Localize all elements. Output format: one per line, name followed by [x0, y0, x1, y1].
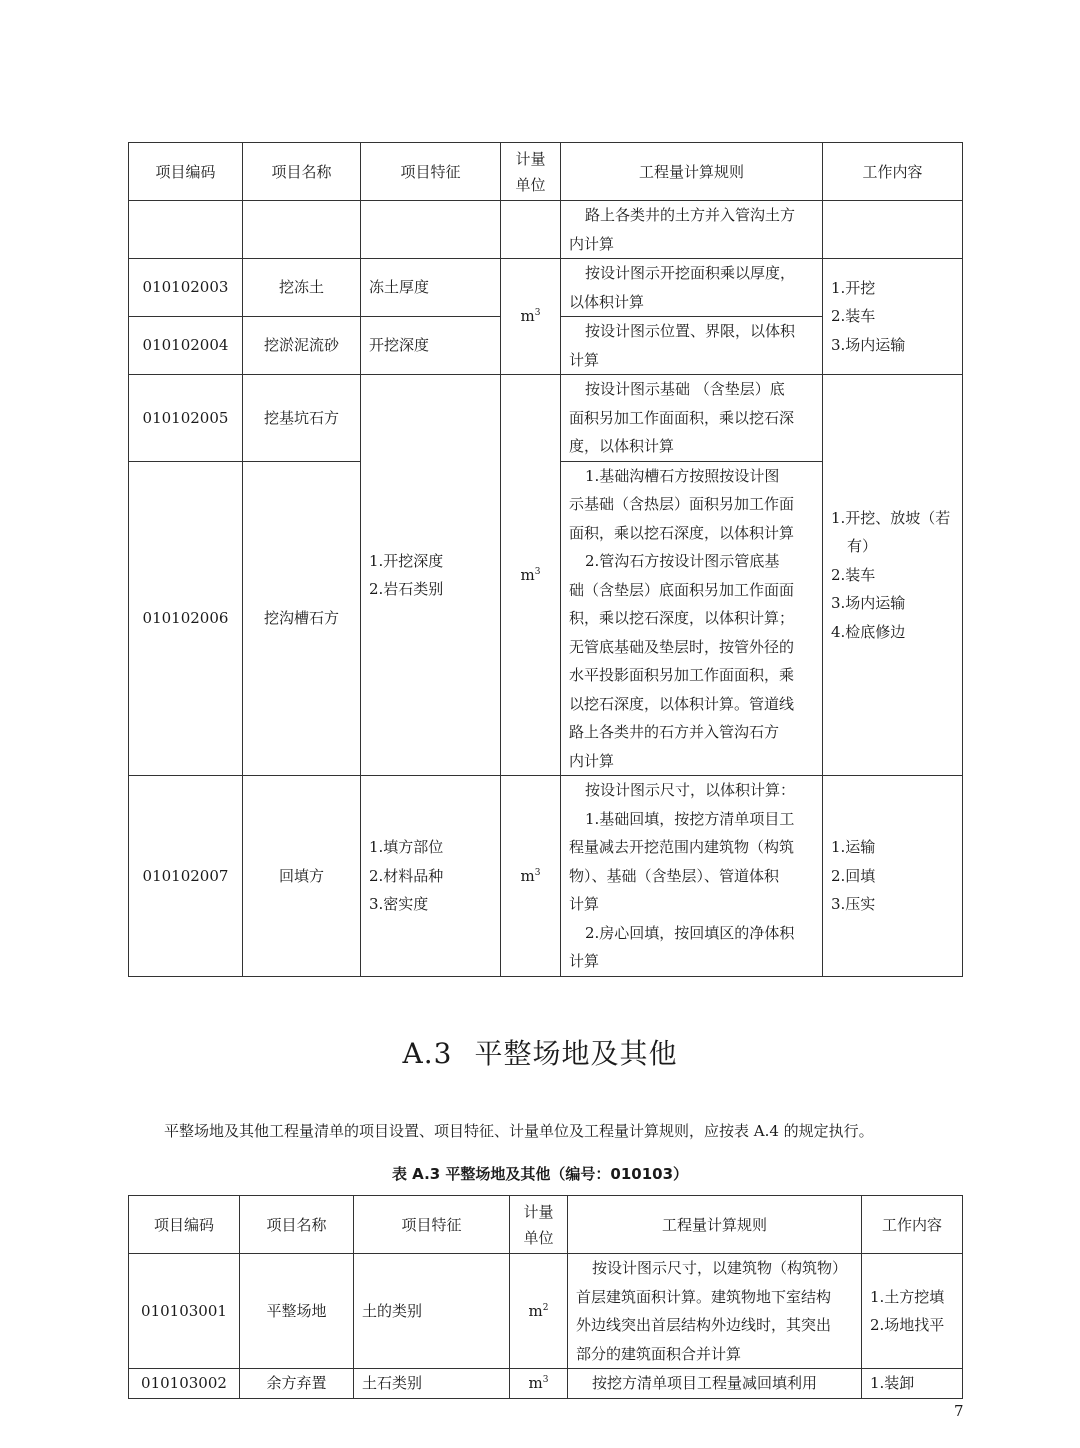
- header-name: 项目名称: [243, 143, 361, 201]
- rule-cell: 按设计图示位置、界限，以体积 计算: [561, 317, 823, 375]
- code-cell: 010103002: [129, 1369, 240, 1399]
- name-cell: 平整场地: [240, 1254, 354, 1369]
- unit-cell: $m^3$: [501, 776, 561, 977]
- table-row: [129, 1369, 963, 1399]
- work-cell: 1.运输 2.回填 3.压实: [823, 776, 963, 977]
- earthwork-table: [128, 142, 963, 977]
- table-header-row: [129, 1196, 963, 1254]
- table-row: [129, 201, 963, 259]
- section-title-text: 平整场地及其他: [474, 1037, 678, 1070]
- work-cell: 1.开挖、放坡（若 有） 2.装车 3.场内运输 4.检底修边: [823, 375, 963, 776]
- intro-paragraph: 平整场地及其他工程量清单的项目设置、项目特征、计量单位及工程量计算规则，应按表 A.4 的规定执行。: [164, 1122, 874, 1140]
- feature-cell: 1.开挖深度 2.岩石类别: [361, 375, 501, 776]
- code-cell: 010102004: [129, 317, 243, 375]
- header-unit: 计量 单位: [510, 1196, 568, 1254]
- header-code: 项目编码: [129, 143, 243, 201]
- table-row: [129, 776, 963, 977]
- header-feature: 项目特征: [361, 143, 501, 201]
- unit-cell: $m^2$: [510, 1254, 568, 1369]
- header-work: 工作内容: [862, 1196, 963, 1254]
- feature-cell: 1.填方部位 2.材料品种 3.密实度: [361, 776, 501, 977]
- table-caption: 表 A.3 平整场地及其他（编号：010103）: [391, 1165, 689, 1183]
- header-code: 项目编码: [129, 1196, 240, 1254]
- unit-cell: $m^3$: [510, 1369, 568, 1399]
- name-cell: 挖基坑石方: [243, 375, 361, 462]
- feature-cell: 土的类别: [354, 1254, 510, 1369]
- rule-cell: 按设计图示基础 （含垫层）底 面积另加工作面面积，乘以挖石深 度，以体积计算: [561, 375, 823, 462]
- name-cell: 余方弃置: [240, 1369, 354, 1399]
- unit-cell: $m^3$: [501, 259, 561, 375]
- feature-cell: 土石类别: [354, 1369, 510, 1399]
- name-cell: 挖冻土: [243, 259, 361, 317]
- rule-cell: 按挖方清单项目工程量减回填利用: [568, 1369, 862, 1399]
- name-cell: 回填方: [243, 776, 361, 977]
- unit-cell: $m^3$: [501, 375, 561, 776]
- section-number: A.3: [402, 1037, 453, 1070]
- header-unit: 计量 单位: [501, 143, 561, 201]
- header-work: 工作内容: [823, 143, 963, 201]
- rule-cell: 1.基础沟槽石方按照按设计图 示基础（含热层）面积另加工作面 面积，乘以挖石深度，以体积计算 2.管沟石方按设计图示管底基 础（含垫层）底面积另加工作面面 积，乘以挖石深度，以体积计算； 无管底基础及垫层时，按管外径的 水平投影面积另加工作面面积，乘 以挖石深度，以体积计算。管道线 路上各类井的石方并入管沟石方 内计算: [561, 461, 823, 776]
- work-cell: 1.装卸: [862, 1369, 963, 1399]
- feature-cell: 冻土厚度: [361, 259, 501, 317]
- code-cell: 010102003: [129, 259, 243, 317]
- table-header-row: [129, 143, 963, 201]
- name-cell: 挖淤泥流砂: [243, 317, 361, 375]
- code-cell: 010102007: [129, 776, 243, 977]
- code-cell: 010102005: [129, 375, 243, 462]
- rule-cell: 路上各类井的土方并入管沟土方 内计算: [561, 201, 823, 259]
- rule-cell: 按设计图示尺寸，以体积计算： 1.基础回填，按挖方清单项目工 程量减去开挖范围内建筑物（构筑 物）、基础（含垫层）、管道体积 计算 2.房心回填，按回填区的净体积 计算: [561, 776, 823, 977]
- header-name: 项目名称: [240, 1196, 354, 1254]
- header-feature: 项目特征: [354, 1196, 510, 1254]
- table-row: [129, 1254, 963, 1369]
- section-title: [0, 1032, 1080, 1072]
- feature-cell: 开挖深度: [361, 317, 501, 375]
- code-cell: 010102006: [129, 461, 243, 776]
- table-row: [129, 375, 963, 462]
- name-cell: 挖沟槽石方: [243, 461, 361, 776]
- code-cell: 010103001: [129, 1254, 240, 1369]
- header-rule: 工程量计算规则: [561, 143, 823, 201]
- work-cell: 1.土方挖填 2.场地找平: [862, 1254, 963, 1369]
- rule-cell: 按设计图示开挖面积乘以厚度， 以体积计算: [561, 259, 823, 317]
- table-row: [129, 259, 963, 317]
- site-leveling-table: [128, 1195, 963, 1399]
- page-number: 7: [954, 1402, 964, 1420]
- work-cell: 1.开挖 2.装车 3.场内运输: [823, 259, 963, 375]
- rule-cell: 按设计图示尺寸，以建筑物（构筑物） 首层建筑面积计算。建筑物地下室结构 外边线突出首层结构外边线时，其突出 部分的建筑面积合并计算: [568, 1254, 862, 1369]
- header-rule: 工程量计算规则: [568, 1196, 862, 1254]
